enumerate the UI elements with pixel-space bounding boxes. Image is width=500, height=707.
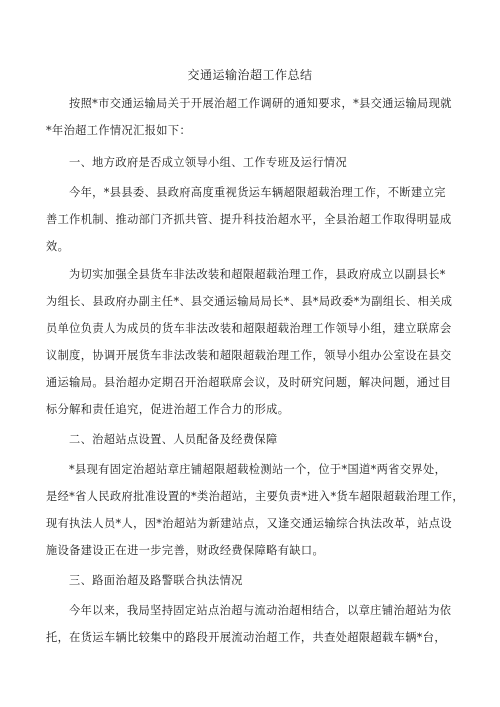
- body-line: 标分解和责任追究，促进治超工作合力的形成。: [46, 403, 290, 416]
- body-line: 是经*省人民政府批准设置的*类治超站，主要负责*进入*货车超限超载治理工作，: [46, 490, 464, 503]
- body-line: 现有执法人员*人，因*治超站为新建站点，又逢交通运输综合执法改革，站点设: [46, 517, 452, 530]
- body-line: 为切实加强全县货车非法改装和超限超载治理工作，县政府成立以副县长*: [69, 268, 446, 281]
- body-line: 按照*市交通运输局关于开展治超工作调研的通知要求，*县交通运输局现就: [69, 97, 452, 110]
- body-line: 今年，*县县委、县政府高度重视货运车辆超限超载治理工作，不断建立完: [69, 186, 446, 199]
- body-line: 为组长、县政府办副主任*、县交通运输局局长*、县*局政委*为副组长、相关成: [46, 295, 453, 308]
- body-line: 员单位负责人为成员的货车非法改装和超限超载治理工作领导小组，建立联席会: [46, 322, 452, 335]
- body-line: 托，在货运车辆比较集中的路段开展流动治超工作，共查处超限超载车辆*台，: [46, 631, 446, 644]
- document-title: 交通运输治超工作总结: [187, 68, 313, 82]
- section-heading: 三、路面治超及路警联合执法情况: [69, 574, 243, 587]
- section-heading: 一、地方政府是否成立领导小组、工作专班及运行情况: [69, 156, 348, 169]
- body-line: 通运输局。县治超办定期召开治超联席会议，及时研究问题，解决问题，通过目: [46, 376, 452, 389]
- body-line: 今年以来，我局坚持固定站点治超与流动治超相结合，以章庄铺治超站为依: [69, 604, 452, 617]
- body-line: *年治超工作情况汇报如下：: [46, 124, 192, 137]
- body-line: 效。: [46, 240, 70, 253]
- body-line: *县现有固定治超站章庄铺超限超载检测站一个，位于*国道*两省交界处，: [69, 463, 447, 476]
- body-line: 善工作机制、推动部门齐抓共管、提升科技治超水平，全县治超工作取得明显成: [46, 213, 452, 226]
- section-heading: 二、治超站点设置、人员配备及经费保障: [69, 433, 278, 446]
- body-line: 施设备建设正在进一步完善，财政经费保障略有缺口。: [46, 544, 325, 557]
- body-line: 议制度，协调开展货车非法改装和超限超载治理工作，领导小组办公室设在县交: [46, 349, 452, 362]
